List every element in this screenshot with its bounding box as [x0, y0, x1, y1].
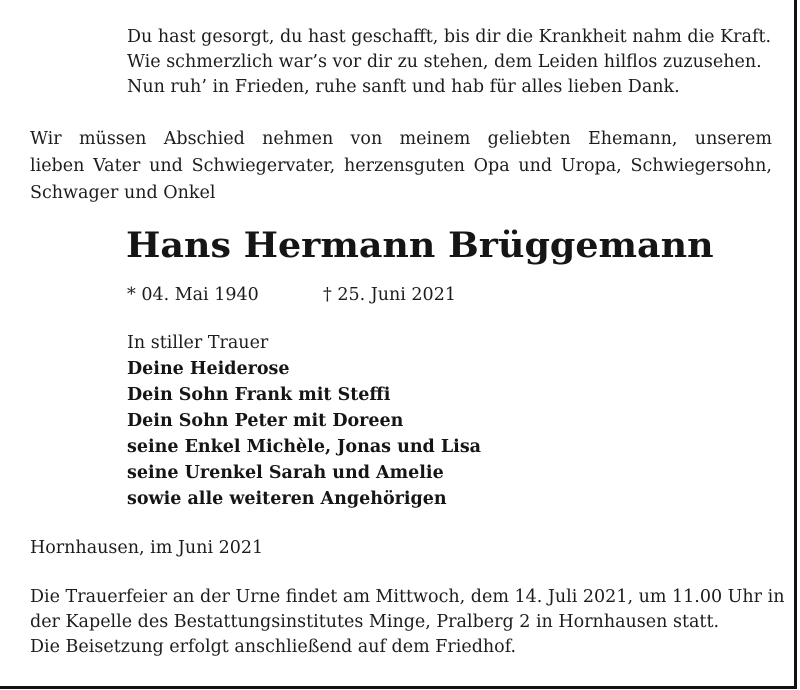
memorial-poem — [127, 25, 771, 100]
funeral-details-line: Die Beisetzung erfolgt anschließend auf dem Friedhof. — [30, 637, 517, 657]
funeral-details-line: der Kapelle des Bestattungsinstitutes Minge, Pralberg 2 in Hornhausen statt. — [30, 612, 720, 632]
mourner-entry: seine Enkel Michèle, Jonas und Lisa — [127, 437, 482, 457]
death-date: † 25. Juni 2021 — [323, 285, 456, 305]
farewell-text — [30, 126, 772, 207]
deceased-name: Hans Hermann Brüggemann — [126, 225, 714, 266]
funeral-details — [30, 585, 785, 660]
mourner-entry: seine Urenkel Sarah und Amelie — [127, 463, 444, 483]
farewell-line: lieben Vater und Schwiegervater, herzensguten Opa und Uropa, Schwiegersohn, — [30, 156, 772, 176]
mourning-heading: In stiller Trauer — [127, 333, 269, 353]
funeral-details-line: Die Trauerfeier an der Urne findet am Mittwoch, dem 14. Juli 2021, um 11.00 Uhr in — [30, 587, 785, 607]
poem-line: Du hast gesorgt, du hast geschafft, bis dir die Krankheit nahm die Kraft. — [127, 27, 772, 47]
mourner-entry: Dein Sohn Frank mit Steffi — [127, 385, 391, 405]
poem-line: Wie schmerzlich war’s vor dir zu stehen, dem Leiden hilflos zuzusehen. — [127, 52, 762, 72]
farewell-line: Schwager und Onkel — [30, 183, 216, 203]
poem-line: Nun ruh’ in Frieden, ruhe sanft und hab für alles lieben Dank. — [127, 77, 680, 97]
mourner-entry: Dein Sohn Peter mit Doreen — [127, 411, 404, 431]
place-and-date: Hornhausen, im Juni 2021 — [30, 538, 264, 558]
mourner-entry: Deine Heiderose — [127, 359, 290, 379]
birth-date: * 04. Mai 1940 — [127, 285, 259, 305]
farewell-line: Wir müssen Abschied nehmen von meinem geliebten Ehemann, unserem — [30, 129, 772, 149]
mourner-entry: sowie alle weiteren Angehörigen — [127, 489, 447, 509]
mourners-list — [127, 330, 481, 512]
